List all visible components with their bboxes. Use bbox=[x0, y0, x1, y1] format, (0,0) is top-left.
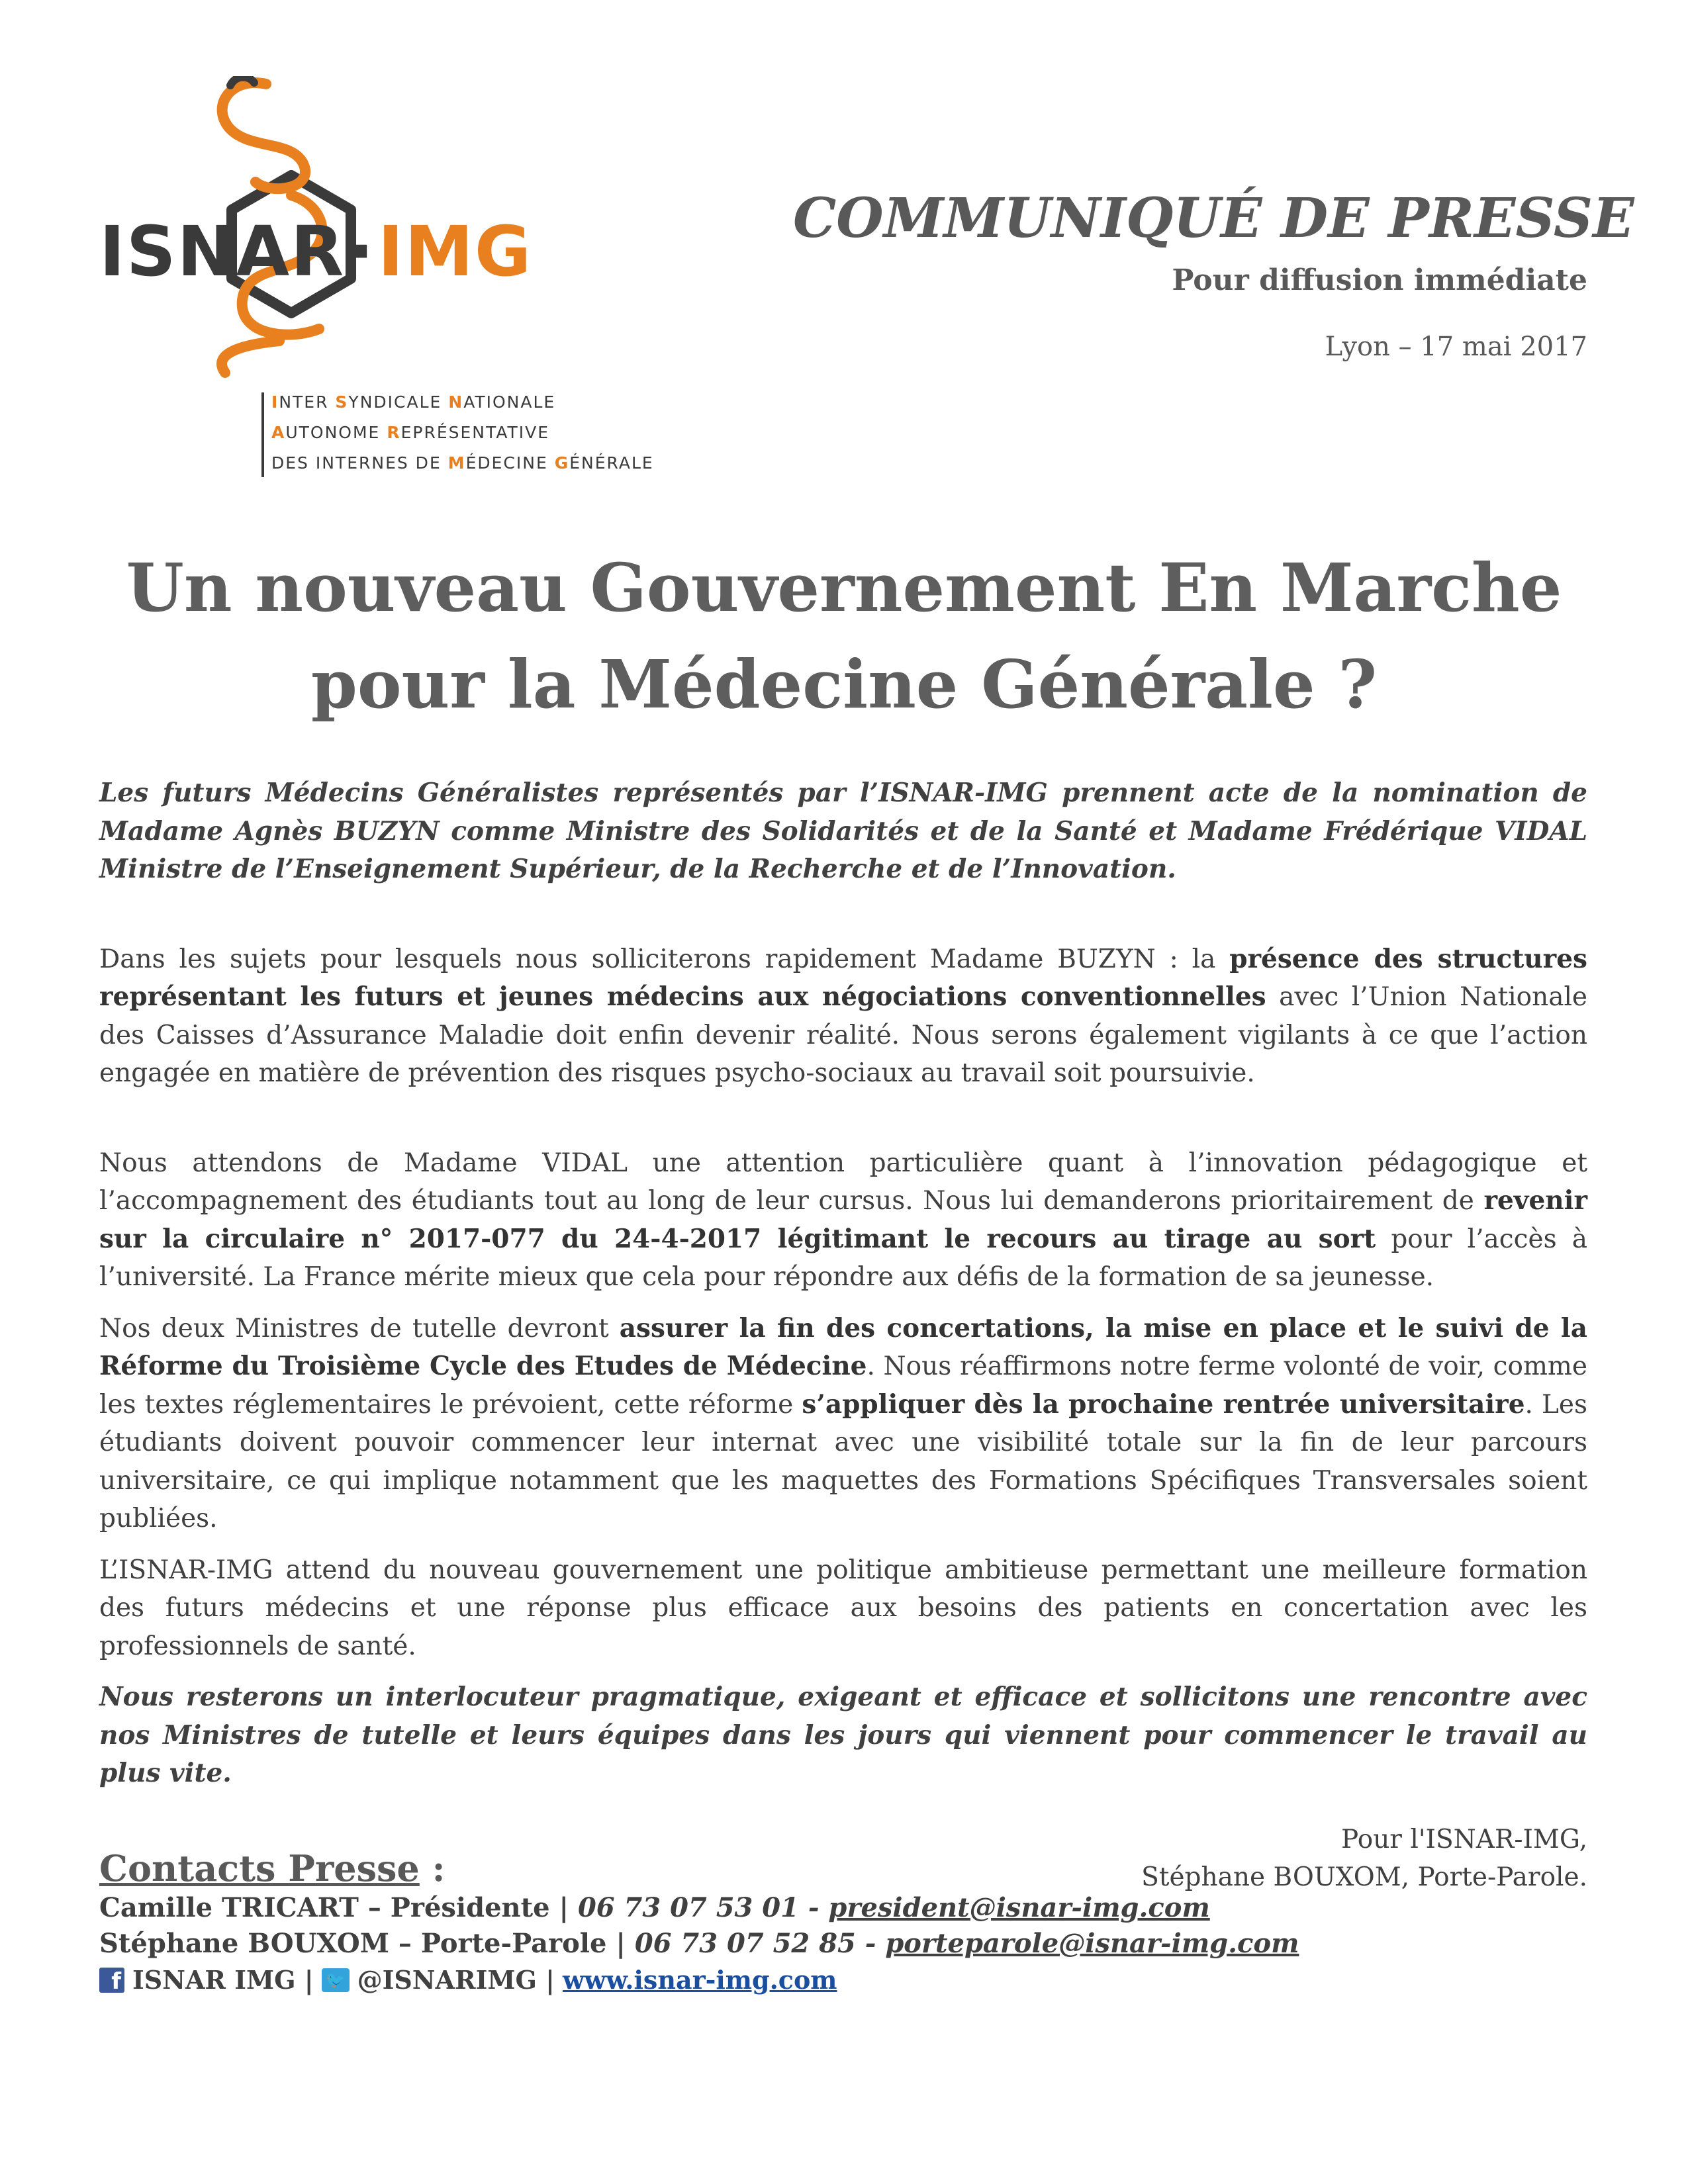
contact-name: Camille TRICART – Présidente | bbox=[99, 1892, 578, 1923]
logo-tagline-line-2 bbox=[271, 418, 669, 448]
spacer bbox=[99, 1093, 1587, 1144]
contact-phone: 06 73 07 52 85 bbox=[634, 1928, 856, 1959]
paragraph-vidal bbox=[99, 1144, 1587, 1297]
facebook-label[interactable]: ISNAR IMG | bbox=[132, 1965, 314, 1995]
signature-line-1: Pour l'ISNAR-IMG, bbox=[1341, 1824, 1587, 1854]
tagline-accent: S bbox=[335, 392, 349, 412]
spacer bbox=[99, 1538, 1587, 1551]
logo-tagline-bar bbox=[261, 392, 264, 477]
paragraph-gouvernement: L’ISNAR-IMG attend du nouveau gouvernement une politique ambitieuse permettant une meilleure formation des futurs médecins et une réponse plus efficace aux besoins des patients en concertation avec les professionnels de santé. bbox=[99, 1555, 1587, 1661]
press-header bbox=[793, 185, 1634, 362]
twitter-icon[interactable]: 🐦 bbox=[322, 1968, 350, 1992]
headline-line-1: Un nouveau Gouvernement En Marche bbox=[126, 549, 1562, 627]
tagline-accent: N bbox=[448, 392, 464, 412]
paragraph-buzyn bbox=[99, 940, 1587, 1093]
tagline-accent: R bbox=[387, 423, 401, 442]
body-text bbox=[99, 774, 1587, 1896]
bold-run: s’appliquer dès la prochaine rentrée universitaire bbox=[802, 1388, 1525, 1420]
contacts-title-text: Contacts Presse bbox=[99, 1847, 420, 1889]
twitter-label[interactable]: @ISNARIMG | bbox=[357, 1965, 555, 1995]
social-links bbox=[99, 1962, 1587, 1999]
bold-run: revenir sur la circulaire n° 2017-077 du 24-4-2017 légitimant le recours au tirage au sort bbox=[99, 1185, 1587, 1254]
tagline-text: ÉDECINE bbox=[465, 453, 555, 473]
tagline-accent: A bbox=[271, 423, 286, 442]
logo-word-dot: · bbox=[348, 211, 375, 292]
isnar-img-logo bbox=[93, 76, 675, 473]
lead-paragraph: Les futurs Médecins Généralistes représentés par l’ISNAR-IMG prennent acte de la nomination de Madame Agnès BUZYN comme Ministre des Solidarités et de la Santé et Madame Frédérique VIDAL Ministre de l’Enseignement Supérieur, de la Recherche et de l’Innovation. bbox=[99, 778, 1587, 884]
headline bbox=[99, 539, 1589, 733]
logo-tagline bbox=[271, 387, 669, 478]
signature-line-2: Stéphane BOUXOM, Porte-Parole. bbox=[1141, 1862, 1587, 1892]
contact-name: Stéphane BOUXOM – Porte-Parole | bbox=[99, 1928, 635, 1959]
tagline-text: YNDICALE bbox=[348, 392, 449, 412]
text-run: Nos deux Ministres de tutelle devront bbox=[99, 1313, 620, 1343]
spacer bbox=[99, 1297, 1587, 1310]
website-link[interactable]: www.isnar-img.com bbox=[562, 1965, 837, 1995]
facebook-icon[interactable]: f bbox=[99, 1968, 124, 1993]
contacts-title-suffix: : bbox=[419, 1847, 445, 1889]
spacer bbox=[99, 1665, 1587, 1678]
contact-phone: 06 73 07 53 01 bbox=[577, 1892, 799, 1923]
closing-paragraph: Nous resterons un interlocuteur pragmatique, exigeant et efficace et sollicitons une rencontre avec nos Ministres de tutelle et leurs équipes dans les jours qui viennent pour commencer le travail au plus vite. bbox=[99, 1682, 1587, 1788]
logo-word-isnar: ISNAR bbox=[99, 211, 346, 292]
contact-porte-parole bbox=[99, 1926, 1587, 1962]
contact-separator: - bbox=[798, 1892, 829, 1923]
spacer bbox=[99, 889, 1587, 940]
contact-separator: - bbox=[855, 1928, 886, 1959]
tagline-text: EPRÉSENTATIVE bbox=[400, 423, 550, 442]
contact-presidente bbox=[99, 1890, 1587, 1926]
bold-run: présence des structures représentant les futurs et jeunes médecins aux négociations conventionnelles bbox=[99, 943, 1587, 1012]
text-run: avec l’Union Nationale des Caisses d’Assurance Maladie doit enfin devenir réalité. Nous serons également vigilants à ce que l’action engagée en matière de prévention des risques psycho-sociaux au travail soit poursuivie. bbox=[99, 982, 1588, 1088]
text-run: pour l’accès à l’université. La France mérite mieux que cela pour répondre aux défis de la formation de sa jeunesse. bbox=[99, 1224, 1587, 1292]
tagline-text: UTONOME bbox=[285, 423, 387, 442]
contact-email-link[interactable]: porteparole@isnar-img.com bbox=[885, 1928, 1299, 1959]
press-contacts bbox=[99, 1846, 1587, 1999]
logo-tagline-line-1 bbox=[271, 387, 669, 418]
text-run: Nous attendons de Madame VIDAL une attention particulière quant à l’innovation pédagogique et l’accompagnement des étudiants tout au long de leur cursus. Nous lui demanderons prioritairement de bbox=[99, 1148, 1587, 1216]
headline-line-2: pour la Médecine Générale ? bbox=[310, 645, 1378, 723]
contacts-title bbox=[99, 1846, 1587, 1890]
tagline-accent: G bbox=[554, 453, 570, 473]
tagline-text: NTER bbox=[279, 392, 336, 412]
tagline-text: DES INTERNES DE bbox=[271, 453, 448, 473]
logo-word-img: IMG bbox=[377, 211, 533, 292]
paragraph-reforme bbox=[99, 1310, 1587, 1538]
tagline-accent: I bbox=[271, 392, 279, 412]
tagline-text: ATIONALE bbox=[463, 392, 556, 412]
text-run: . Nous réaffirmons notre ferme volonté de voir, comme les textes réglementaires le prévoient, cette réforme bbox=[99, 1351, 1587, 1420]
logo-tagline-line-3 bbox=[271, 448, 669, 478]
text-run: Dans les sujets pour lesquels nous solliciterons rapidement Madame BUZYN : la bbox=[99, 944, 1230, 974]
logo-wordmark bbox=[99, 211, 533, 292]
contact-email-link[interactable]: president@isnar-img.com bbox=[828, 1892, 1210, 1923]
dateline: Lyon – 17 mai 2017 bbox=[1325, 332, 1587, 362]
press-release-title: COMMUNIQUÉ DE PRESSE bbox=[793, 187, 1634, 250]
immediate-release-note: Pour diffusion immédiate bbox=[1172, 263, 1587, 297]
tagline-text: ÉNÉRALE bbox=[569, 453, 654, 473]
bold-run: assurer la fin des concertations, la mise en place et le suivi de la Réforme du Troisième Cycle des Etudes de Médecine bbox=[99, 1312, 1587, 1381]
text-run: . Les étudiants doivent pouvoir commencer leur internat avec une visibilité totale sur la fin de leur parcours universitaire, ce qui implique notamment que les maquettes des Formations Spécifiques Transversales soient publiées. bbox=[99, 1389, 1587, 1533]
tagline-accent: M bbox=[447, 453, 466, 473]
